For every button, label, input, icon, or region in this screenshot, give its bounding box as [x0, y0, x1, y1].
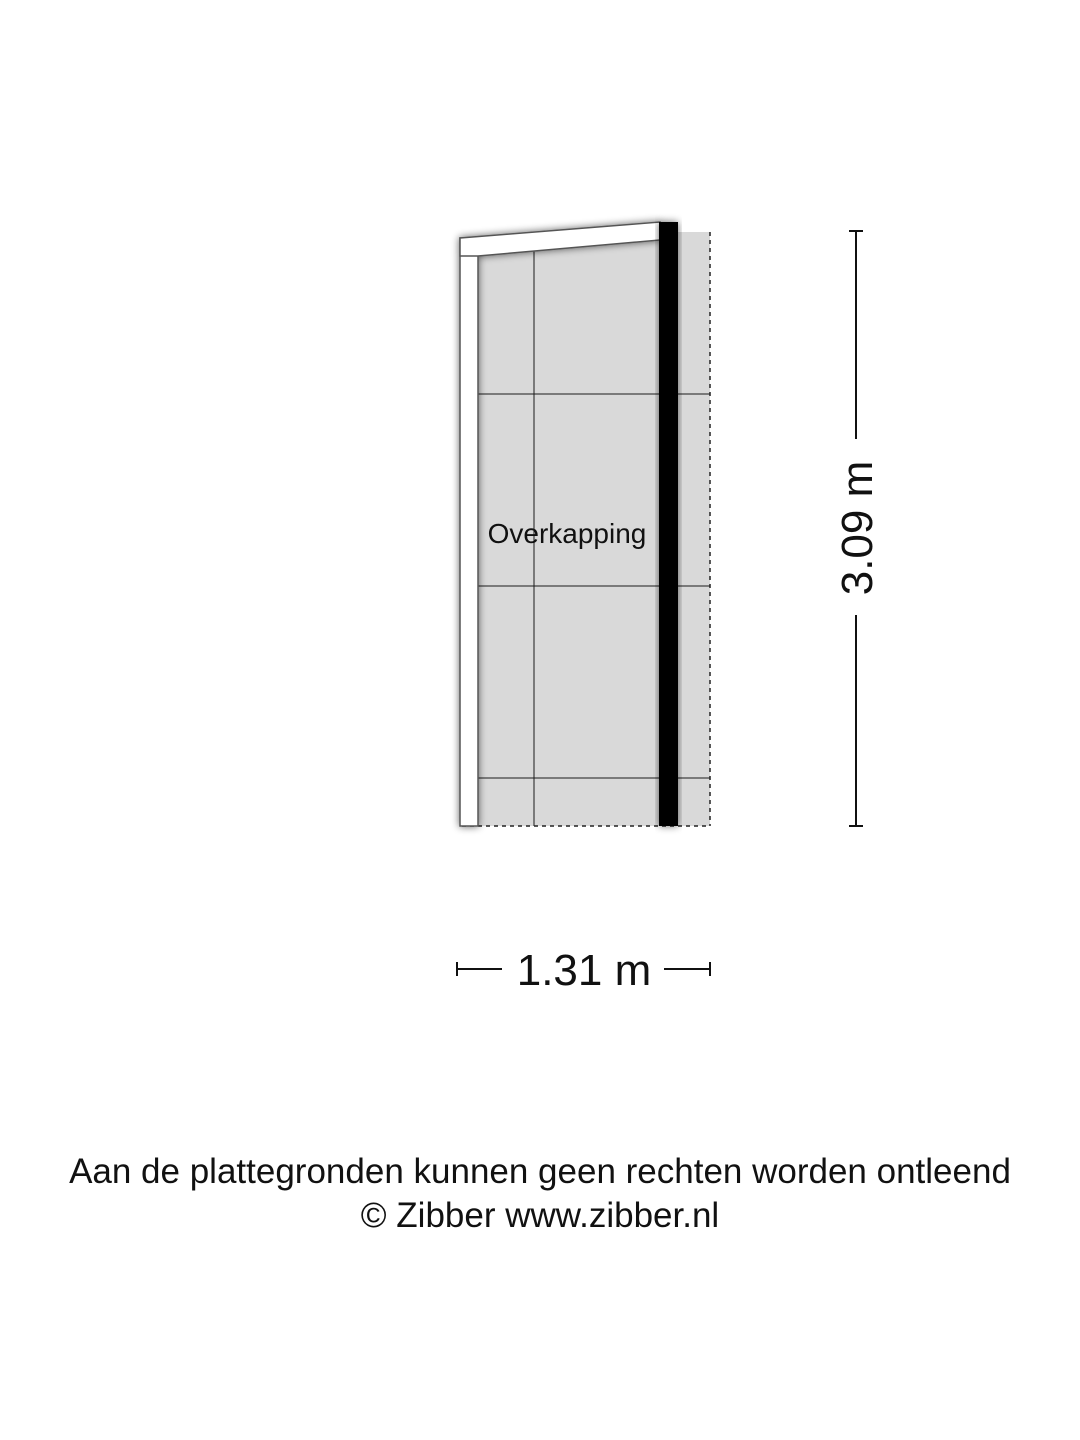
- disclaimer-text: Aan de plattegronden kunnen geen rechten worden ontleend: [69, 1152, 1011, 1191]
- copyright-text: © Zibber www.zibber.nl: [360, 1196, 720, 1235]
- width-dimension-label: 1.31 m: [516, 946, 652, 995]
- wall-right: [659, 222, 678, 826]
- depth-dimension-label: 3.09 m: [833, 460, 882, 596]
- room-label: Overkapping: [487, 518, 647, 549]
- wall-left: [460, 238, 478, 826]
